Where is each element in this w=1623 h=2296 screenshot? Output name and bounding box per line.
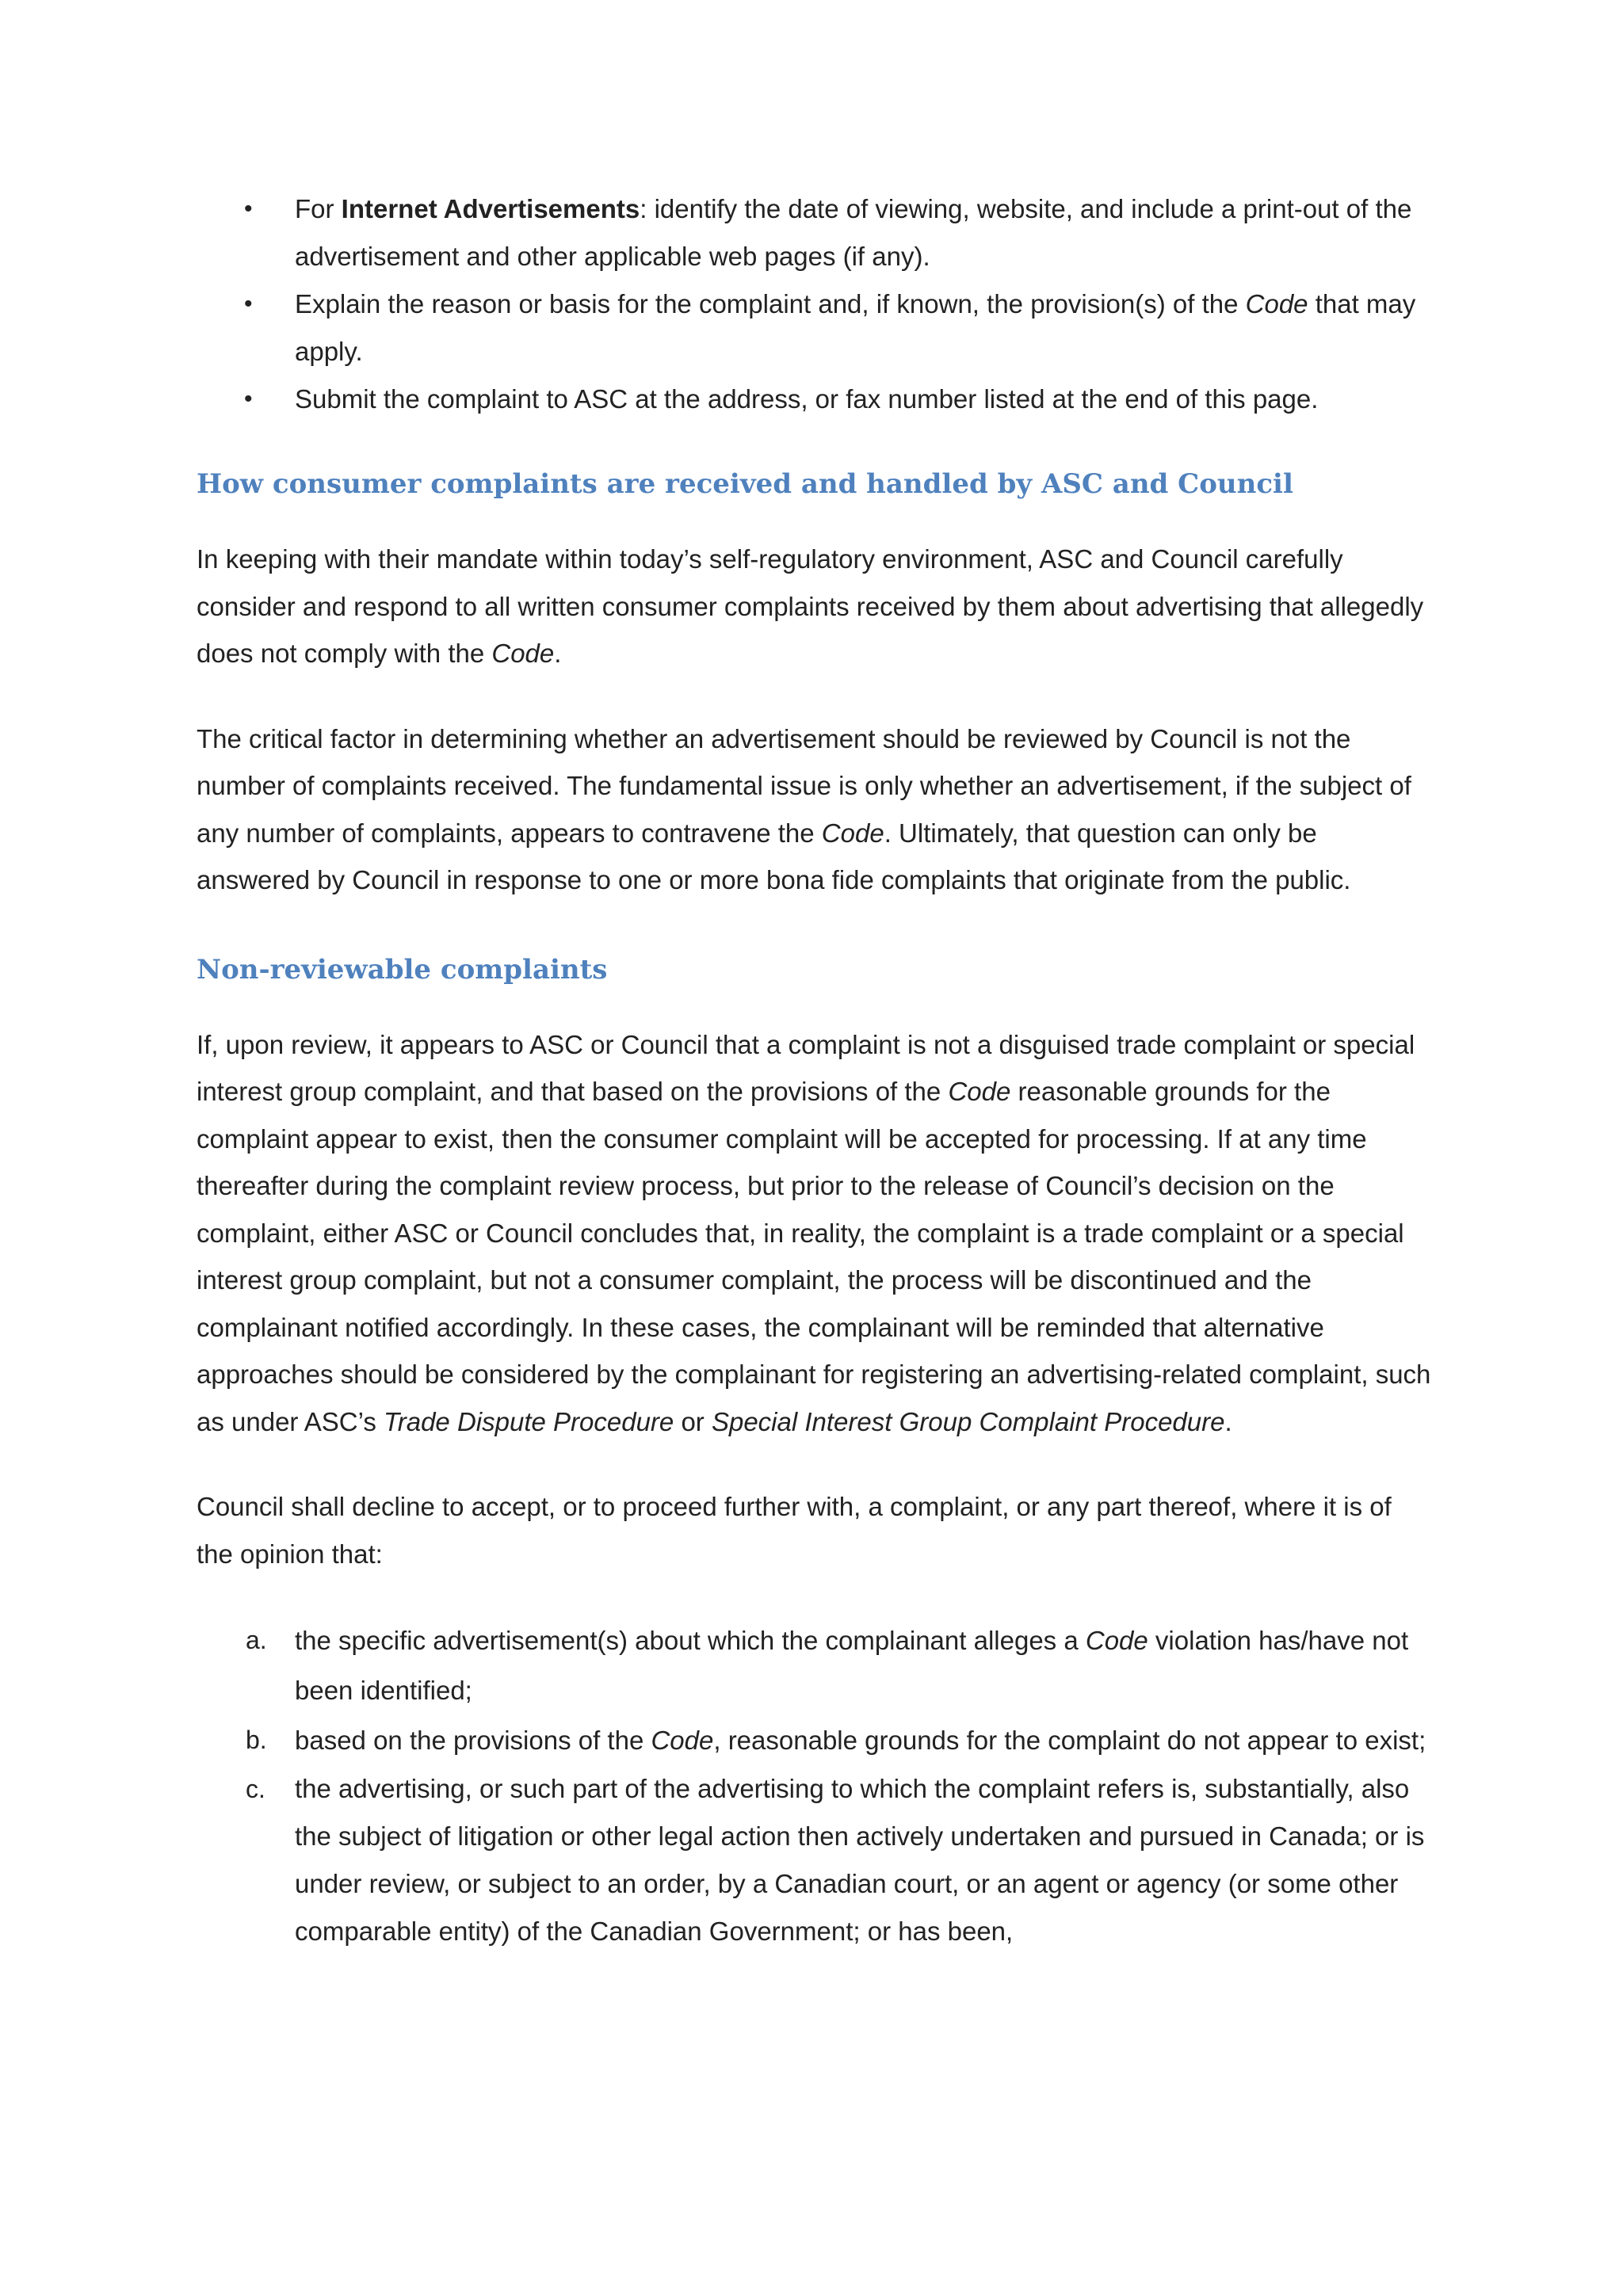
paragraph: In keeping with their mandate within today’s self-regulatory environment, ASC and Council carefully consider and respond to all written consumer complaints received by them about advertising that allegedly does not comply with the Code. bbox=[197, 544, 1424, 668]
list-item: • For Internet Advertisements: identify the date of viewing, website, and include a print-out of the advertisement and other applicable web pages (if any). bbox=[197, 185, 1433, 280]
section-heading-non-reviewable: Non-reviewable complaints bbox=[197, 953, 608, 986]
bullet-marker: • bbox=[244, 291, 253, 317]
list-item: • Explain the reason or basis for the complaint and, if known, the provision(s) of the Code that may apply. bbox=[197, 280, 1433, 376]
page-content bbox=[197, 185, 1433, 1955]
list-marker: a. bbox=[246, 1626, 267, 1654]
section-heading-consumer-complaints: How consumer complaints are received and handled by ASC and Council bbox=[197, 468, 1293, 500]
paragraph: The critical factor in determining whether an advertisement should be reviewed by Council is not the number of complaints received. The fundamental issue is only whether an advertisement, if the subject of any number of complaints, appears to contravene the Code. Ultimately, that question can only be answered by Council in response to one or more bona fide complaints that originate from the public. bbox=[197, 723, 1411, 894]
list-item: • Submit the complaint to ASC at the address, or fax number listed at the end of this page. bbox=[197, 376, 1433, 423]
list-marker: c. bbox=[246, 1775, 265, 1803]
list-item: c. the advertising, or such part of the advertising to which the complaint refers is, substantially, also the subject of litigation or other legal action then actively undertaken and pursued in Canada; or is under review, or subject to an order, by a Canadian court, or an agent or agency (or some other comparable entity) of the Canadian Government; or has been, bbox=[197, 1765, 1433, 1955]
paragraph: If, upon review, it appears to ASC or Council that a complaint is not a disguised trade complaint or special interest group complaint, and that based on the provisions of the Code reasonable grounds for the complaint appear to exist, then the consumer complaint will be accepted for processing. If at any time thereafter during the complaint review process, but prior to the release of Council’s decision on the complaint, either ASC or Council concludes that, in reality, the complaint is a trade complaint or a special interest group complaint, but not a consumer complaint, the process will be discontinued and the complainant notified accordingly. In these cases, the complainant will be reminded that alternative approaches should be considered by the complainant for registering an advertising-related complaint, such as under ASC’s Trade Dispute Procedure or Special Interest Group Complaint Procedure. bbox=[197, 1029, 1431, 1436]
paragraph: Council shall decline to accept, or to proceed further with, a complaint, or any part thereof, where it is of the opinion that: bbox=[197, 1492, 1392, 1569]
bullet-marker: • bbox=[244, 196, 253, 222]
decline-conditions-list bbox=[197, 1615, 1433, 1955]
list-item: b. based on the provisions of the Code, reasonable grounds for the complaint do not appear to exist; bbox=[197, 1715, 1433, 1765]
bullet-marker: • bbox=[244, 386, 253, 412]
submission-bullet-list bbox=[197, 185, 1433, 423]
bold-term: Internet Advertisements bbox=[341, 194, 640, 223]
list-marker: b. bbox=[246, 1726, 267, 1754]
list-item: a. the specific advertisement(s) about which the complainant alleges a Code violation has/have not been identified; bbox=[197, 1615, 1433, 1715]
